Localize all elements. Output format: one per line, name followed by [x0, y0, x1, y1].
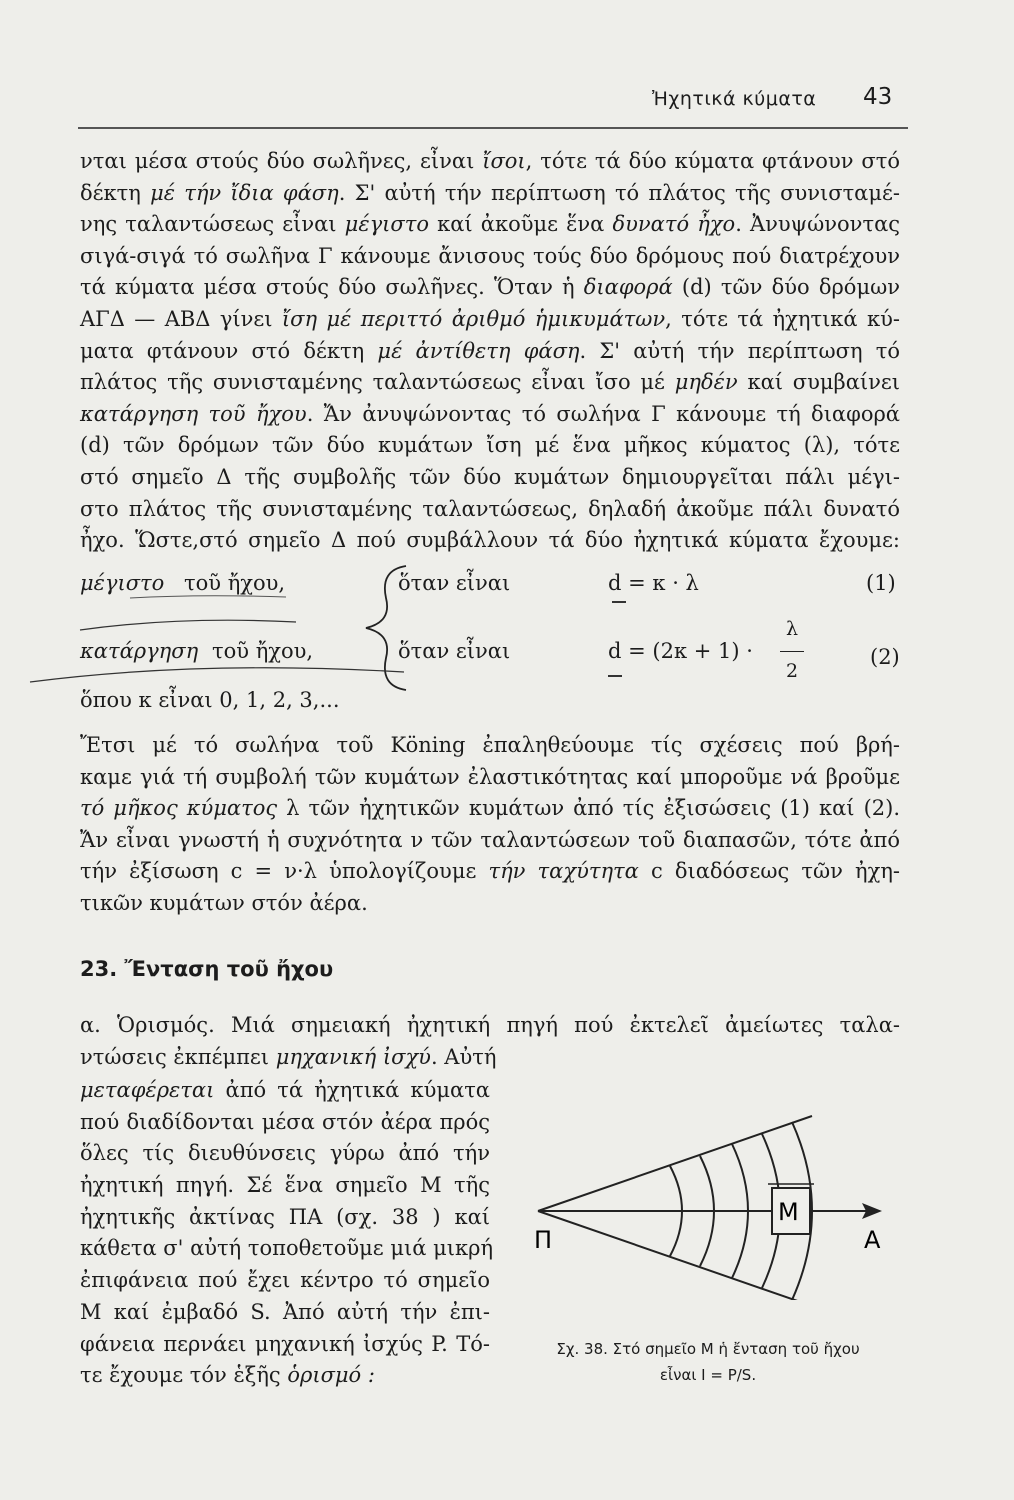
text-line: ματα φτάνουν στό δέκτη μέ ἀντίθετη φάση. Σ' αὐτή τήν περίπτωση τό: [80, 338, 901, 363]
text-line: δέκτη μέ τήν ἴδια φάση. Σ' αὐτή τήν περίπτωση τό πλάτος τῆς συνισταμέ-: [80, 180, 900, 205]
text-line: ΑΓΔ — ΑΒΔ γίνει ἴση μέ περιττό ἀριθμό ἡμικυμάτων, τότε τά ἠχητικά κύ-: [80, 306, 900, 331]
text-line: καμε γιά τή συμβολή τῶν κυμάτων ἐλαστικότητας καί μποροῦμε νά βροῦμε: [80, 764, 900, 789]
text-line: ἐπιφάνεια πού ἔχει κέντρο τό σημεῖο: [80, 1268, 490, 1293]
text-line: πού διαδίδονται μέσα στόν ἀέρα πρός: [80, 1109, 490, 1134]
text-line: φάνεια περνάει μηχανική ἰσχύς P. Τό-: [80, 1331, 490, 1356]
figure-caption-line2: εἶναι I = P/S.: [659, 1366, 757, 1384]
formula-equation-2: d = (2κ + 1) ·: [608, 639, 753, 663]
figure-caption-line1: Σχ. 38. Στό σημεῖο Μ ἡ ἔνταση τοῦ ἤχου: [556, 1340, 860, 1358]
text-line: α. Ὁρισμός. Μιά σημειακή ἠχητική πηγή πού ἐκτελεῖ ἀμείωτες ταλα-: [80, 1013, 900, 1037]
text-line: ντώσεις ἐκπέμπει μηχανική ἰσχύ. Αὐτή: [80, 1044, 497, 1069]
formula-equation-1: d = κ · λ: [608, 571, 699, 595]
text-line: ἦχο. Ὥστε,στό σημεῖο Δ πού συμβάλλουν τά δύο ἠχητικά κύματα ἔχουμε:: [80, 528, 900, 553]
text-line: Ἔτσι μέ τό σωλήνα τοῦ Köning ἐπαληθεύουμε τίς σχέσεις πού βρή-: [80, 733, 900, 757]
page-number: 43: [863, 84, 893, 110]
formula-when: ὅταν εἶναι: [398, 571, 511, 595]
text-line: τά κύματα μέσα στούς δύο σωλῆνες. Ὅταν ἡ διαφορά (d) τῶν δύο δρόμων: [80, 275, 900, 300]
text-line: τήν ἐξίσωση c = ν·λ ὑπολογίζουμε τήν ταχύτητα c διαδόσεως τῶν ἠχη-: [80, 859, 900, 884]
fraction-denominator: 2: [786, 660, 799, 682]
text-line: ἠχητικῆς ἀκτίνας ΠΑ (σχ. 38 ) καί: [80, 1204, 490, 1229]
text-line: μεταφέρεται ἀπό τά ἠχητικά κύματα: [80, 1078, 490, 1102]
text-line: Μ καί ἐμβαδό S. Ἀπό αὐτή τήν ἐπι-: [80, 1299, 490, 1324]
cone-lower-edge: [538, 1211, 812, 1300]
formula-case-cancellation: κατάργηση: [80, 639, 199, 663]
label-source: Π: [534, 1226, 553, 1254]
text-line: κάθετα σ' αὐτή τοποθετοῦμε μιά μικρή: [80, 1236, 494, 1261]
formula-number-2: (2): [870, 645, 900, 669]
text-line: στό σημεῖο Δ τῆς συμβολῆς τῶν δύο κυμάτων δημιουργεῖται πάλι μέγι-: [80, 464, 900, 489]
pencil-underline-2: [30, 668, 404, 682]
text-line: πλάτος τῆς συνισταμένης ταλαντώσεως εἶναι ἴσο μέ μηδέν καί συμβαίνει: [80, 370, 900, 395]
formula-when: ὅταν εἶναι: [398, 639, 511, 663]
paragraph-definition-narrow: [80, 1075, 494, 1392]
text-line: στο πλάτος τῆς συνισταμένης ταλαντώσεως, δηλαδή ἀκοῦμε πάλι δυνατό: [80, 496, 900, 521]
paragraph-definition-full: [80, 1010, 900, 1073]
label-a: Α: [864, 1226, 881, 1254]
text-line: ἠχητική πηγή. Σέ ἕνα σημεῖο Μ τῆς: [80, 1173, 490, 1198]
formula-of-sound: τοῦ ἤχου,: [212, 639, 314, 663]
cone-upper-edge: [538, 1116, 812, 1211]
paragraph-koenig: [80, 730, 900, 920]
text-line: ὅλες τίς διευθύνσεις γύρω ἀπό τήν: [80, 1141, 490, 1166]
formula-of-sound: τοῦ ἤχου,: [184, 571, 286, 595]
text-line: σιγά-σιγά τό σωλῆνα Γ κάνουμε ἄνισους τούς δύο δρόμους πού διατρέχουν: [80, 243, 900, 268]
text-line: νης ταλαντώσεως εἶναι μέγιστο καί ἀκοῦμε ἕνα δυνατό ἦχο. Ἀνυψώνοντας: [80, 212, 901, 237]
pencil-underline-1: [80, 620, 296, 630]
text-line: Ἄν εἶναι γνωστή ἡ συχνότητα ν τῶν ταλαντώσεων τοῦ διαπασῶν, τότε ἀπό: [80, 827, 900, 852]
text-line: νται μέσα στούς δύο σωλῆνες, εἶναι ἴσοι, τότε τά δύο κύματα φτάνουν στό: [80, 149, 900, 173]
text-line: κατάργηση τοῦ ἤχου. Ἄν ἀνυψώνοντας τό σωλήνα Γ κάνουμε τή διαφορά: [80, 401, 900, 426]
text-line: τικῶν κυμάτων στόν ἀέρα.: [80, 890, 368, 915]
formula-case-maximum: μέγιστο: [80, 571, 165, 595]
text-line: τε ἔχουμε τόν ἑξῆς ὁρισμό :: [80, 1363, 375, 1388]
text-line: τό μῆκος κύματος λ τῶν ἠχητικῶν κυμάτων ἀπό τίς ἐξισώσεις (1) καί (2).: [80, 796, 900, 821]
running-header: Ἠχητικά κύματα: [652, 88, 817, 110]
figure-38: [520, 1070, 910, 1300]
formula-where: ὅπου κ εἶναι 0, 1, 2, 3,...: [80, 688, 340, 712]
pencil-underline-3: [130, 596, 286, 598]
fraction-numerator: λ: [786, 618, 799, 640]
section-title: 23. Ἔνταση τοῦ ἤχου: [80, 957, 334, 981]
formula-number-1: (1): [866, 571, 896, 595]
label-m: Μ: [778, 1198, 799, 1226]
text-line: (d) τῶν δρόμων τῶν δύο κυμάτων ἴση μέ ἕνα μῆκος κύματος (λ), τότε: [80, 433, 900, 458]
